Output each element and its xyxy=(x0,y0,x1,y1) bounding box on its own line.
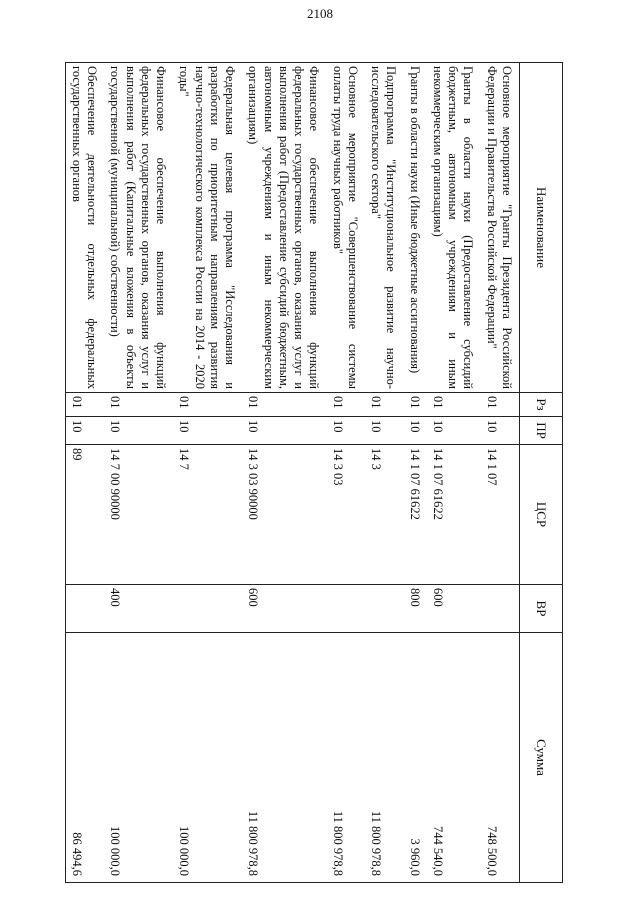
table-row xyxy=(481,63,520,883)
row-csr: 14 7 00 90000 xyxy=(104,445,173,585)
row-sum: 11 800 978,8 xyxy=(365,633,404,883)
row-pr: 10 xyxy=(242,417,326,445)
row-sum: 100 000,0 xyxy=(104,633,173,883)
row-csr: 14 3 03 90000 xyxy=(242,445,326,585)
table-row xyxy=(327,63,366,883)
row-rz: 01 xyxy=(327,393,366,417)
row-vr xyxy=(65,585,104,633)
row-name: Федеральная целевая программа "Исследования и разработки по приоритетным направлениям развития научно-технологического комплекса России на 2014 - 2020 годы" xyxy=(173,63,242,393)
row-vr: 800 xyxy=(404,585,427,633)
header-csr: ЦСР xyxy=(520,445,563,585)
row-rz: 01 xyxy=(65,393,104,417)
table-row xyxy=(173,63,242,883)
row-pr: 10 xyxy=(427,417,481,445)
row-csr: 14 1 07 61622 xyxy=(427,445,481,585)
row-csr: 14 7 xyxy=(173,445,242,585)
row-rz: 01 xyxy=(173,393,242,417)
row-csr: 14 1 07 xyxy=(481,445,520,585)
row-vr: 400 xyxy=(104,585,173,633)
row-sum: 11 800 978,8 xyxy=(327,633,366,883)
row-pr: 10 xyxy=(327,417,366,445)
budget-table xyxy=(65,62,563,883)
row-vr xyxy=(365,585,404,633)
row-name: Финансовое обеспечение выполнения функций федеральных государственных органов, оказания услуг и выполнения работ (Капитальные вложения в объекты государственной (муниципальной) собственности) xyxy=(104,63,173,393)
row-name: Основное мероприятие "Гранты Президента Российской Федерации и Правительства Российской Федерации" xyxy=(481,63,520,393)
row-rz: 01 xyxy=(104,393,173,417)
table-header-row xyxy=(520,63,563,883)
row-sum: 11 800 978,8 xyxy=(242,633,326,883)
row-name: Обеспечение деятельности отдельных федеральных государственных органов xyxy=(65,63,104,393)
row-csr: 89 xyxy=(65,445,104,585)
row-vr xyxy=(173,585,242,633)
row-name: Подпрограмма "Институциональное развитие научно-исследовательского сектора" xyxy=(365,63,404,393)
row-pr: 10 xyxy=(173,417,242,445)
header-pr: ПР xyxy=(520,417,563,445)
row-name: Гранты в области науки (Предоставление субсидий бюджетным, автономным учреждениям и иным некоммерческим организациям) xyxy=(427,63,481,393)
row-csr: 14 1 07 61622 xyxy=(404,445,427,585)
row-rz: 01 xyxy=(481,393,520,417)
row-pr: 10 xyxy=(104,417,173,445)
row-pr: 10 xyxy=(481,417,520,445)
table-row xyxy=(104,63,173,883)
row-pr: 10 xyxy=(365,417,404,445)
row-sum: 744 540,0 xyxy=(427,633,481,883)
row-vr: 600 xyxy=(427,585,481,633)
row-sum: 86 494,6 xyxy=(65,633,104,883)
row-sum: 3 960,0 xyxy=(404,633,427,883)
row-csr: 14 3 xyxy=(365,445,404,585)
row-name: Гранты в области науки (Иные бюджетные ассигнования) xyxy=(404,63,427,393)
row-pr: 10 xyxy=(65,417,104,445)
row-rz: 01 xyxy=(404,393,427,417)
row-vr: 600 xyxy=(242,585,326,633)
header-name: Наименование xyxy=(520,63,563,393)
row-pr: 10 xyxy=(404,417,427,445)
table-row xyxy=(404,63,427,883)
table-row xyxy=(242,63,326,883)
header-rz: Рз xyxy=(520,393,563,417)
row-name: Финансовое обеспечение выполнения функций федеральных государственных органов, оказания услуг и выполнения работ (Предоставление субсидий бюджетным, автономным учреждениям и иным некоммерческим организациям) xyxy=(242,63,326,393)
row-rz: 01 xyxy=(365,393,404,417)
row-sum: 748 500,0 xyxy=(481,633,520,883)
row-sum: 100 000,0 xyxy=(173,633,242,883)
table-row xyxy=(365,63,404,883)
row-rz: 01 xyxy=(427,393,481,417)
table-row xyxy=(427,63,481,883)
row-name: Основное мероприятие "Совершенствование системы оплаты труда научных работников" xyxy=(327,63,366,393)
row-vr xyxy=(327,585,366,633)
rotated-page xyxy=(63,62,563,882)
page-number: 2108 xyxy=(307,6,333,21)
row-csr: 14 3 03 xyxy=(327,445,366,585)
row-vr xyxy=(481,585,520,633)
header-vr: ВР xyxy=(520,585,563,633)
row-rz: 01 xyxy=(242,393,326,417)
header-sum: Сумма xyxy=(520,633,563,883)
table-row xyxy=(65,63,104,883)
